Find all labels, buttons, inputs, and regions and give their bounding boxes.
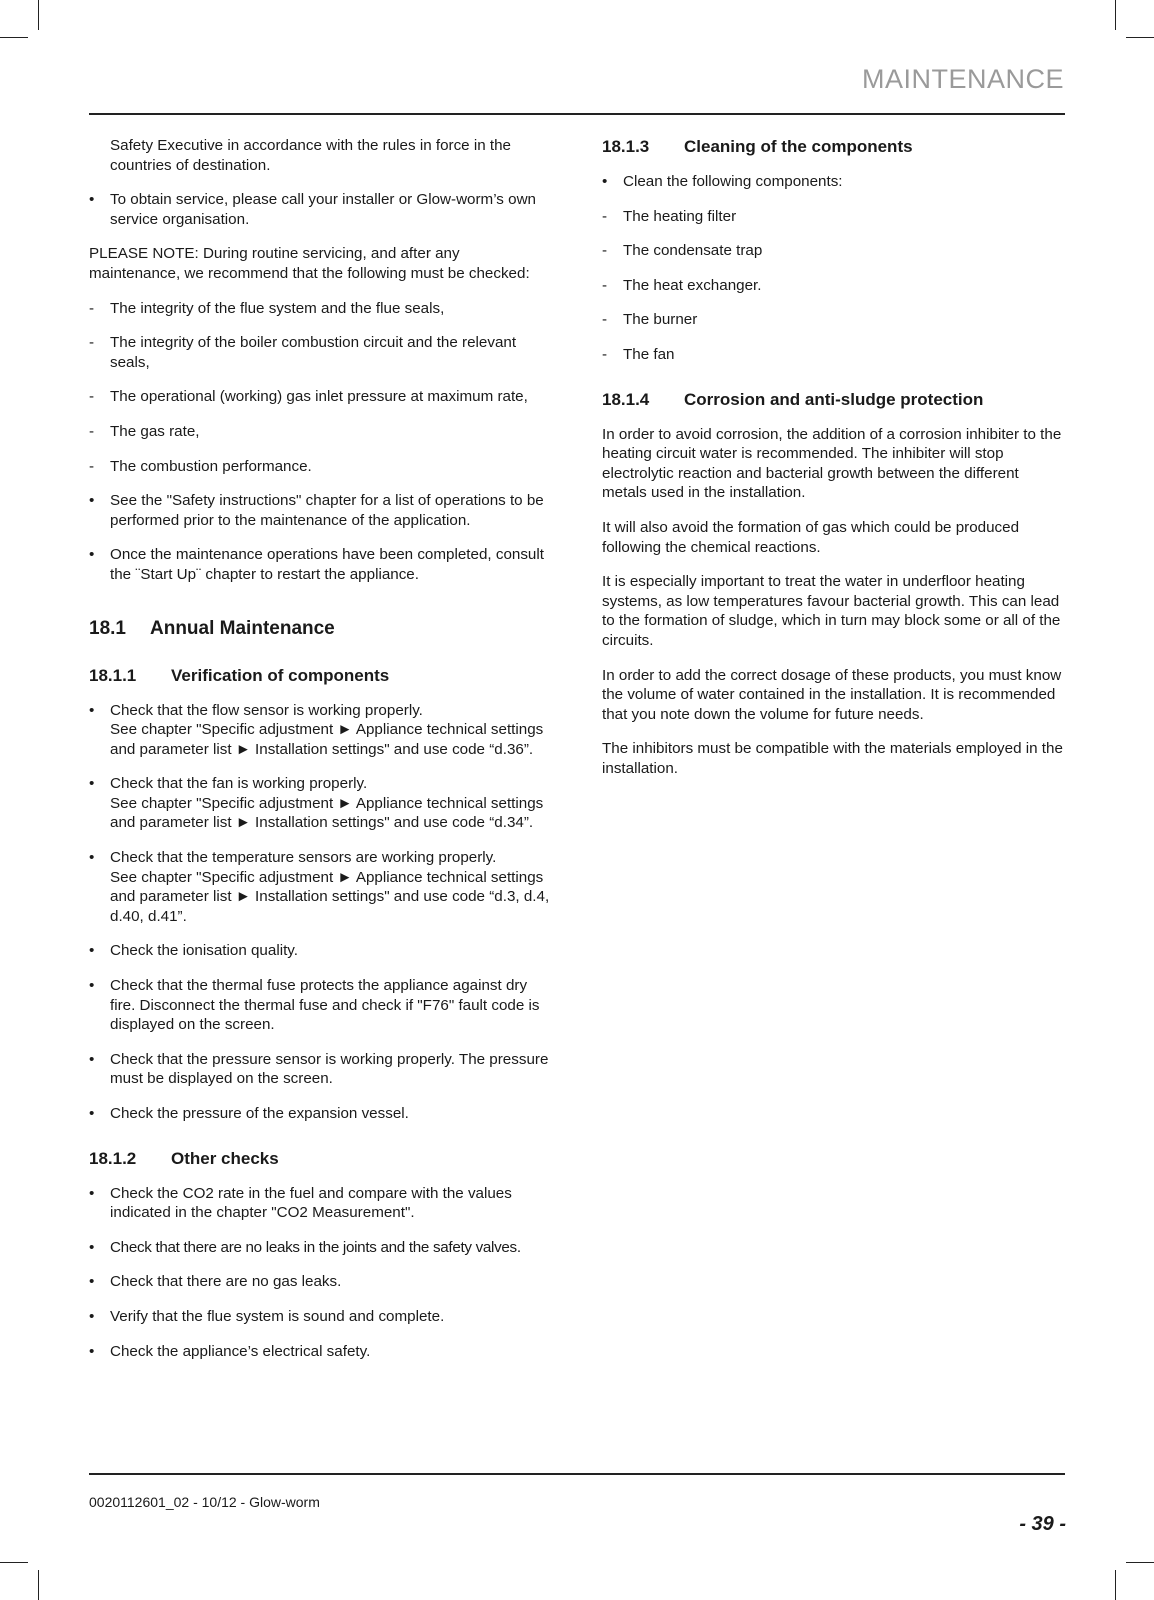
- list-item: • Clean the following components:: [602, 173, 843, 190]
- crop-mark: [38, 0, 39, 30]
- list-item: - The fan: [602, 345, 675, 363]
- list-item: • Check the appliance’s electrical safety.: [89, 1342, 371, 1360]
- list-item: • Check the pressure of the expansion vessel.: [89, 1105, 409, 1122]
- crop-mark: [38, 1570, 39, 1600]
- section-heading: 18.1 Annual Maintenance: [89, 617, 335, 639]
- header-rule: [89, 113, 1065, 115]
- list-item: • Check that there are no gas leaks.: [89, 1273, 342, 1291]
- crop-mark: [1115, 1570, 1116, 1600]
- list-item: - The heating filter: [602, 207, 737, 225]
- crop-mark: [0, 37, 28, 38]
- list-item: • See the "Safety instructions" chapter for a list of operations to be performed prior to the maintenance of the application.: [89, 492, 544, 529]
- crop-mark: [0, 1562, 28, 1563]
- paragraph: In order to add the correct dosage of these products, you must know the volume of water contained in the installation. It is recommended that you note down the volume for future needs.: [602, 666, 1062, 723]
- please-note: PLEASE NOTE: During routine servicing, and after any maintenance, we recommend that the following must be checked:: [89, 245, 530, 282]
- paragraph: The inhibitors must be compatible with the materials employed in the installation.: [602, 740, 1063, 777]
- left-column: [89, 136, 551, 1376]
- list-item: - The combustion performance.: [89, 457, 312, 475]
- subsection-heading: 18.1.1 Verification of components: [89, 665, 390, 685]
- paragraph: It is especially important to treat the water in underfloor heating systems, as low temperatures favour bacterial growth. This can lead to the formation of sludge, which in turn may block some or all of the circuits.: [602, 573, 1061, 649]
- crop-mark: [1126, 37, 1154, 38]
- list-item: • Check the ionisation quality.: [89, 942, 298, 960]
- paragraph: It will also avoid the formation of gas which could be produced following the chemical reactions.: [602, 518, 1020, 556]
- list-item: - The gas rate,: [89, 422, 200, 440]
- subsection-heading: 18.1.4 Corrosion and anti-sludge protection: [602, 389, 984, 409]
- list-item: - The burner: [602, 311, 698, 329]
- list-item: - The integrity of the flue system and the flue seals,: [89, 299, 445, 317]
- footer-document-code: 0020112601_02 - 10/12 - Glow-worm: [89, 1494, 320, 1510]
- list-item: • To obtain service, please call your installer or Glow-worm’s own service organisation.: [89, 191, 536, 228]
- list-item: - The condensate trap: [602, 242, 763, 260]
- list-item: - The integrity of the boiler combustion circuit and the relevant seals,: [89, 334, 517, 371]
- list-item: - The operational (working) gas inlet pressure at maximum rate,: [89, 388, 528, 406]
- page-number: - 39 -: [1019, 1513, 1066, 1535]
- list-item: • Once the maintenance operations have been completed, consult the ¨Start Up¨ chapter to restart the appliance.: [89, 546, 544, 583]
- list-item: • Check that the fan is working properly. See chapter "Specific adjustment ► Appliance technical settings and parameter list ► Installation settings" and use code “d.34”.: [89, 775, 544, 832]
- subsection-heading: 18.1.2 Other checks: [89, 1148, 279, 1168]
- crop-mark: [1126, 1562, 1154, 1563]
- list-item: • Verify that the flue system is sound and complete.: [89, 1307, 445, 1325]
- right-column: [602, 136, 1065, 793]
- crop-mark: [1115, 0, 1116, 30]
- paragraph: In order to avoid corrosion, the addition of a corrosion inhibiter to the heating circuit water is recommended. The inhibiter will stop electrolytic reaction and bacterial growth between the different metals used in the installation.: [602, 425, 1062, 502]
- list-item: • Check the CO2 rate in the fuel and compare with the values indicated in the chapter "CO2 Measurement".: [89, 1184, 512, 1222]
- list-item: - The heat exchanger.: [602, 276, 762, 294]
- footer-rule: [89, 1473, 1065, 1475]
- list-item: • Check that there are no leaks in the joints and the safety valves.: [89, 1238, 521, 1256]
- list-item: • Check that the temperature sensors are working properly. See chapter "Specific adjustment ► Appliance technical settings and parameter list ► Installation settings" and use code “d.3, d.4, d.40, d.41”.: [89, 849, 550, 925]
- list-item: • Check that the thermal fuse protects the appliance against dry fire. Disconnect the thermal fuse and check if "F76" fault code is displayed on the screen.: [89, 977, 540, 1034]
- page-header-title: MAINTENANCE: [861, 64, 1064, 94]
- intro-continuation: Safety Executive in accordance with the rules in force in the countries of destination.: [110, 137, 511, 174]
- subsection-heading: 18.1.3 Cleaning of the components: [602, 137, 913, 156]
- list-item: • Check that the pressure sensor is working properly. The pressure must be displayed on the screen.: [89, 1050, 549, 1088]
- list-item: • Check that the flow sensor is working properly. See chapter "Specific adjustment ► Appliance technical settings and parameter list ► Installation settings" and use code “d.36”.: [89, 701, 544, 758]
